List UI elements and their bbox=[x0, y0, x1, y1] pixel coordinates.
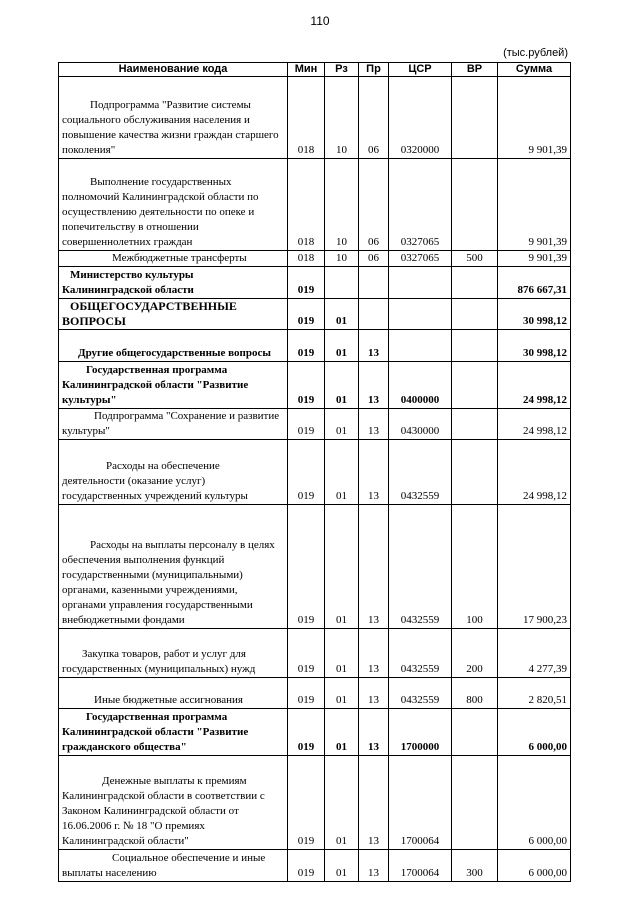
row-sum: 24 998,12 bbox=[498, 409, 571, 440]
units-label: (тыс.рублей) bbox=[503, 47, 568, 59]
row-vr: 500 bbox=[452, 251, 498, 267]
table-row bbox=[59, 330, 571, 362]
row-min: 019 bbox=[288, 709, 325, 756]
row-csr: 1700064 bbox=[389, 756, 452, 850]
row-csr bbox=[389, 299, 452, 330]
table-row bbox=[59, 362, 571, 409]
header-csr: ЦСР bbox=[389, 63, 452, 77]
row-name: Межбюджетные трансферты bbox=[59, 251, 288, 267]
row-rz: 01 bbox=[325, 505, 359, 629]
row-vr: 200 bbox=[452, 629, 498, 678]
row-csr: 0320000 bbox=[389, 77, 452, 159]
row-rz: 01 bbox=[325, 709, 359, 756]
row-min: 019 bbox=[288, 409, 325, 440]
row-min: 018 bbox=[288, 159, 325, 251]
row-vr bbox=[452, 440, 498, 505]
row-rz: 01 bbox=[325, 756, 359, 850]
table-row bbox=[59, 267, 571, 299]
row-pr: 13 bbox=[359, 362, 389, 409]
header-sum: Сумма bbox=[498, 63, 571, 77]
row-sum: 4 277,39 bbox=[498, 629, 571, 678]
row-min: 019 bbox=[288, 267, 325, 299]
row-csr: 0400000 bbox=[389, 362, 452, 409]
row-sum: 24 998,12 bbox=[498, 362, 571, 409]
table-row bbox=[59, 409, 571, 440]
table-row bbox=[59, 440, 571, 505]
row-csr: 0430000 bbox=[389, 409, 452, 440]
row-vr: 300 bbox=[452, 850, 498, 882]
row-csr: 0327065 bbox=[389, 251, 452, 267]
row-name: Государственная программа Калининградской области "Развитие гражданского общества" bbox=[59, 709, 288, 756]
row-rz: 01 bbox=[325, 409, 359, 440]
row-rz: 01 bbox=[325, 299, 359, 330]
row-name: Социальное обеспечение и иные выплаты населению bbox=[59, 850, 288, 882]
row-pr bbox=[359, 299, 389, 330]
row-rz: 01 bbox=[325, 629, 359, 678]
row-sum: 6 000,00 bbox=[498, 756, 571, 850]
row-rz: 01 bbox=[325, 678, 359, 709]
row-name: Иные бюджетные ассигнования bbox=[59, 678, 288, 709]
row-pr: 06 bbox=[359, 77, 389, 159]
row-sum: 30 998,12 bbox=[498, 330, 571, 362]
row-name: Выполнение государственных полномочий Калининградской области по осуществлению деятельности по опеке и попечительству в отношении совершеннолетних граждан bbox=[59, 159, 288, 251]
row-vr bbox=[452, 330, 498, 362]
table-row bbox=[59, 251, 571, 267]
row-pr: 13 bbox=[359, 440, 389, 505]
row-sum: 2 820,51 bbox=[498, 678, 571, 709]
row-min: 019 bbox=[288, 440, 325, 505]
row-pr bbox=[359, 267, 389, 299]
row-sum: 6 000,00 bbox=[498, 850, 571, 882]
row-rz: 01 bbox=[325, 362, 359, 409]
header-name: Наименование кода bbox=[59, 63, 288, 77]
row-min: 019 bbox=[288, 850, 325, 882]
table-row bbox=[59, 756, 571, 850]
row-csr: 0432559 bbox=[389, 678, 452, 709]
row-sum: 24 998,12 bbox=[498, 440, 571, 505]
row-sum: 17 900,23 bbox=[498, 505, 571, 629]
row-vr: 800 bbox=[452, 678, 498, 709]
row-csr: 0432559 bbox=[389, 440, 452, 505]
row-vr bbox=[452, 409, 498, 440]
budget-table bbox=[58, 62, 571, 882]
row-sum: 9 901,39 bbox=[498, 251, 571, 267]
row-sum: 6 000,00 bbox=[498, 709, 571, 756]
table-row bbox=[59, 629, 571, 678]
row-sum: 30 998,12 bbox=[498, 299, 571, 330]
row-sum: 9 901,39 bbox=[498, 77, 571, 159]
row-csr: 0432559 bbox=[389, 629, 452, 678]
table-row bbox=[59, 159, 571, 251]
row-sum: 9 901,39 bbox=[498, 159, 571, 251]
row-rz: 01 bbox=[325, 850, 359, 882]
row-csr bbox=[389, 330, 452, 362]
table-row bbox=[59, 709, 571, 756]
row-name: Денежные выплаты к премиям Калининградской области в соответствии с Законом Калининградской области от 16.06.2006 г. № 18 "О премиях Калининградской области" bbox=[59, 756, 288, 850]
row-rz: 10 bbox=[325, 77, 359, 159]
row-name: Расходы на обеспечение деятельности (оказание услуг) государственных учреждений культуры bbox=[59, 440, 288, 505]
row-name: Подпрограмма "Развитие системы социального обслуживания населения и повышение качества жизни граждан старшего поколения" bbox=[59, 77, 288, 159]
row-sum: 876 667,31 bbox=[498, 267, 571, 299]
page-number: 110 bbox=[310, 14, 330, 28]
row-min: 019 bbox=[288, 629, 325, 678]
row-min: 019 bbox=[288, 330, 325, 362]
row-pr: 13 bbox=[359, 756, 389, 850]
row-vr bbox=[452, 159, 498, 251]
row-min: 019 bbox=[288, 505, 325, 629]
table-row bbox=[59, 77, 571, 159]
row-name: Подпрограмма "Сохранение и развитие культуры" bbox=[59, 409, 288, 440]
row-pr: 13 bbox=[359, 505, 389, 629]
row-min: 019 bbox=[288, 756, 325, 850]
row-rz: 01 bbox=[325, 330, 359, 362]
row-pr: 13 bbox=[359, 629, 389, 678]
row-rz: 01 bbox=[325, 440, 359, 505]
row-csr: 1700064 bbox=[389, 850, 452, 882]
row-name: ОБЩЕГОСУДАРСТВЕННЫЕ ВОПРОСЫ bbox=[59, 299, 288, 330]
header-pr: Пр bbox=[359, 63, 389, 77]
row-pr: 06 bbox=[359, 159, 389, 251]
table-header-row bbox=[59, 63, 571, 77]
row-min: 018 bbox=[288, 77, 325, 159]
row-pr: 13 bbox=[359, 709, 389, 756]
row-pr: 06 bbox=[359, 251, 389, 267]
row-vr: 100 bbox=[452, 505, 498, 629]
row-min: 019 bbox=[288, 299, 325, 330]
header-vr: ВР bbox=[452, 63, 498, 77]
row-min: 018 bbox=[288, 251, 325, 267]
row-vr bbox=[452, 756, 498, 850]
row-name: Другие общегосударственные вопросы bbox=[59, 330, 288, 362]
table-row bbox=[59, 678, 571, 709]
row-rz bbox=[325, 267, 359, 299]
row-min: 019 bbox=[288, 362, 325, 409]
row-rz: 10 bbox=[325, 159, 359, 251]
header-rz: Рз bbox=[325, 63, 359, 77]
row-csr: 0327065 bbox=[389, 159, 452, 251]
table-row bbox=[59, 850, 571, 882]
row-csr: 1700000 bbox=[389, 709, 452, 756]
row-pr: 13 bbox=[359, 409, 389, 440]
row-csr: 0432559 bbox=[389, 505, 452, 629]
header-min: Мин bbox=[288, 63, 325, 77]
table-row bbox=[59, 299, 571, 330]
row-vr bbox=[452, 77, 498, 159]
table-row bbox=[59, 505, 571, 629]
row-pr: 13 bbox=[359, 678, 389, 709]
row-vr bbox=[452, 362, 498, 409]
row-pr: 13 bbox=[359, 850, 389, 882]
row-name: Расходы на выплаты персоналу в целях обеспечения выполнения функций государственными (муниципальными) органами, казенными учреждениями, органами управления государственными внебюджетными фондами bbox=[59, 505, 288, 629]
row-name: Закупка товаров, работ и услуг для государственных (муниципальных) нужд bbox=[59, 629, 288, 678]
row-csr bbox=[389, 267, 452, 299]
row-min: 019 bbox=[288, 678, 325, 709]
row-rz: 10 bbox=[325, 251, 359, 267]
row-pr: 13 bbox=[359, 330, 389, 362]
row-name: Министерство культуры Калининградской области bbox=[59, 267, 288, 299]
row-name: Государственная программа Калининградской области "Развитие культуры" bbox=[59, 362, 288, 409]
row-vr bbox=[452, 267, 498, 299]
row-vr bbox=[452, 299, 498, 330]
row-vr bbox=[452, 709, 498, 756]
